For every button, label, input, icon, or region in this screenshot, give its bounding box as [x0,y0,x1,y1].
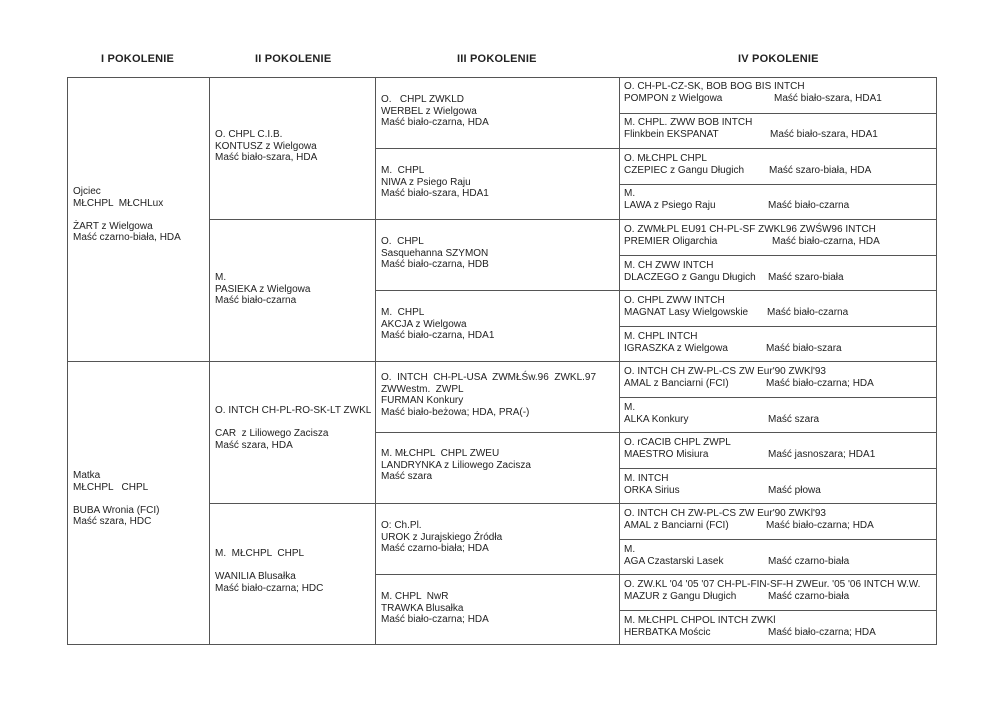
row-divider [619,184,936,185]
gen4-cell: O. CHPL ZWW INTCH MAGNAT Lasy Wielgowskie Maść biało-czarna [624,295,849,318]
gen4-cell: O. ZWMŁPL EU91 CH-PL-SF ZWKL96 ZWŚW96 INTCH PREMIER Oligarchia Maść biało-czarna, HDA [624,224,880,247]
gen3-cell: O. CHPL Sasquehanna SZYMON Maść biało-czarna, HDB [381,236,489,270]
gen3-cell: M. CHPL NIWA z Psiego Raju Maść biało-szara, HDA1 [381,165,489,199]
gen2-cell: M. PASIEKA z Wielgowa Maść biało-czarna [215,272,311,306]
header-generation-2: II POKOLENIE [255,53,332,65]
gen3-cell: M. CHPL NwR TRAWKA Blusałka Maść biało-czarna; HDA [381,591,489,625]
gen4-cell: O. ZW.KL '04 '05 '07 CH-PL-FIN-SF-H ZWEur. '05 '06 INTCH W.W. MAZUR z Gangu Długich Maść czarno-biała [624,579,921,602]
dam-cell: Matka MŁCHPL CHPL BUBA Wronia (FCI) Maść szara, HDC [73,470,160,527]
row-divider [619,539,936,540]
gen2-cell: O. CHPL C.I.B. KONTUSZ z Wielgowa Maść biało-szara, HDA [215,129,318,163]
gen4-cell: M. CHPL. ZWW BOB INTCH Flinkbein EKSPANAT Maść biało-szara, HDA1 [624,117,878,140]
gen4-cell: M. INTCH ORKA Sirius Maść płowa [624,473,821,496]
row-divider [619,326,936,327]
row-divider [209,219,936,220]
header-generation-3: III POKOLENIE [457,53,537,65]
gen4-cell: M. MŁCHPL CHPOL INTCH ZWKl HERBATKA Mościc Maść biało-czarna; HDA [624,615,876,638]
row-divider [375,432,936,433]
gen4-cell: O. INTCH CH ZW-PL-CS ZW Eur'90 ZWKl'93 AMAL z Banciarni (FCI) Maść biało-czarna; HDA [624,508,874,531]
row-divider [619,113,936,114]
row-divider [68,361,936,362]
gen3-cell: M. CHPL AKCJA z Wielgowa Maść biało-czarna, HDA1 [381,307,495,341]
gen3-cell: O. INTCH CH-PL-USA ZWMŁŚw.96 ZWKL.97 ZWWestm. ZWPL FURMAN Konkury Maść biało-beżowa; HDA, PRA(-) [381,372,597,418]
gen4-cell: M. ALKA Konkury Maść szara [624,402,820,425]
row-divider [209,503,936,504]
gen2-cell: M. MŁCHPL CHPL WANILIA Blusałka Maść biało-czarna; HDC [215,548,324,594]
row-divider [375,290,936,291]
gen4-cell: O. rCACIB CHPL ZWPL MAESTRO Misiura Maść jasnoszara; HDA1 [624,437,876,460]
gen2-cell: O. INTCH CH-PL-RO-SK-LT ZWKL CAR z Liliowego Zacisza Maść szara, HDA [215,405,372,451]
row-divider [619,255,936,256]
gen3-cell: O: Ch.Pl. UROK z Jurajskiego Źródła Maść czarno-biała; HDA [381,520,503,554]
gen4-cell: O. INTCH CH ZW-PL-CS ZW Eur'90 ZWKl'93 AMAL z Banciarni (FCI) Maść biało-czarna; HDA [624,366,874,389]
row-divider [375,148,936,149]
sire-cell: Ojciec MŁCHPL MŁCHLux ŻART z Wielgowa Maść czarno-biała, HDA [73,186,181,243]
row-divider [619,610,936,611]
row-divider [619,468,936,469]
gen4-cell: O. CH-PL-CZ-SK, BOB BOG BIS INTCH POMPON z Wielgowa Maść biało-szara, HDA1 [624,81,882,104]
row-divider [375,574,936,575]
gen4-cell: M. LAWA z Psiego Raju Maść biało-czarna [624,188,850,211]
header-generation-1: I POKOLENIE [101,53,175,65]
gen4-cell: O. MŁCHPL CHPL CZEPIEC z Gangu Długich Maść szaro-biała, HDA [624,153,872,176]
gen3-cell: M. MŁCHPL CHPL ZWEU LANDRYNKA z Liliowego Zacisza Maść szara [381,448,531,482]
gen4-cell: M. CHPL INTCH IGRASZKA z Wielgowa Maść biało-szara [624,331,842,354]
gen3-cell: O. CHPL ZWKLD WERBEL z Wielgowa Maść biało-czarna, HDA [381,94,489,128]
gen4-cell: M. AGA Czastarski Lasek Maść czarno-biała [624,544,850,567]
row-divider [619,397,936,398]
gen4-cell: M. CH ZWW INTCH DLACZEGO z Gangu Długich Maść szaro-biała [624,260,844,283]
header-generation-4: IV POKOLENIE [738,53,819,65]
